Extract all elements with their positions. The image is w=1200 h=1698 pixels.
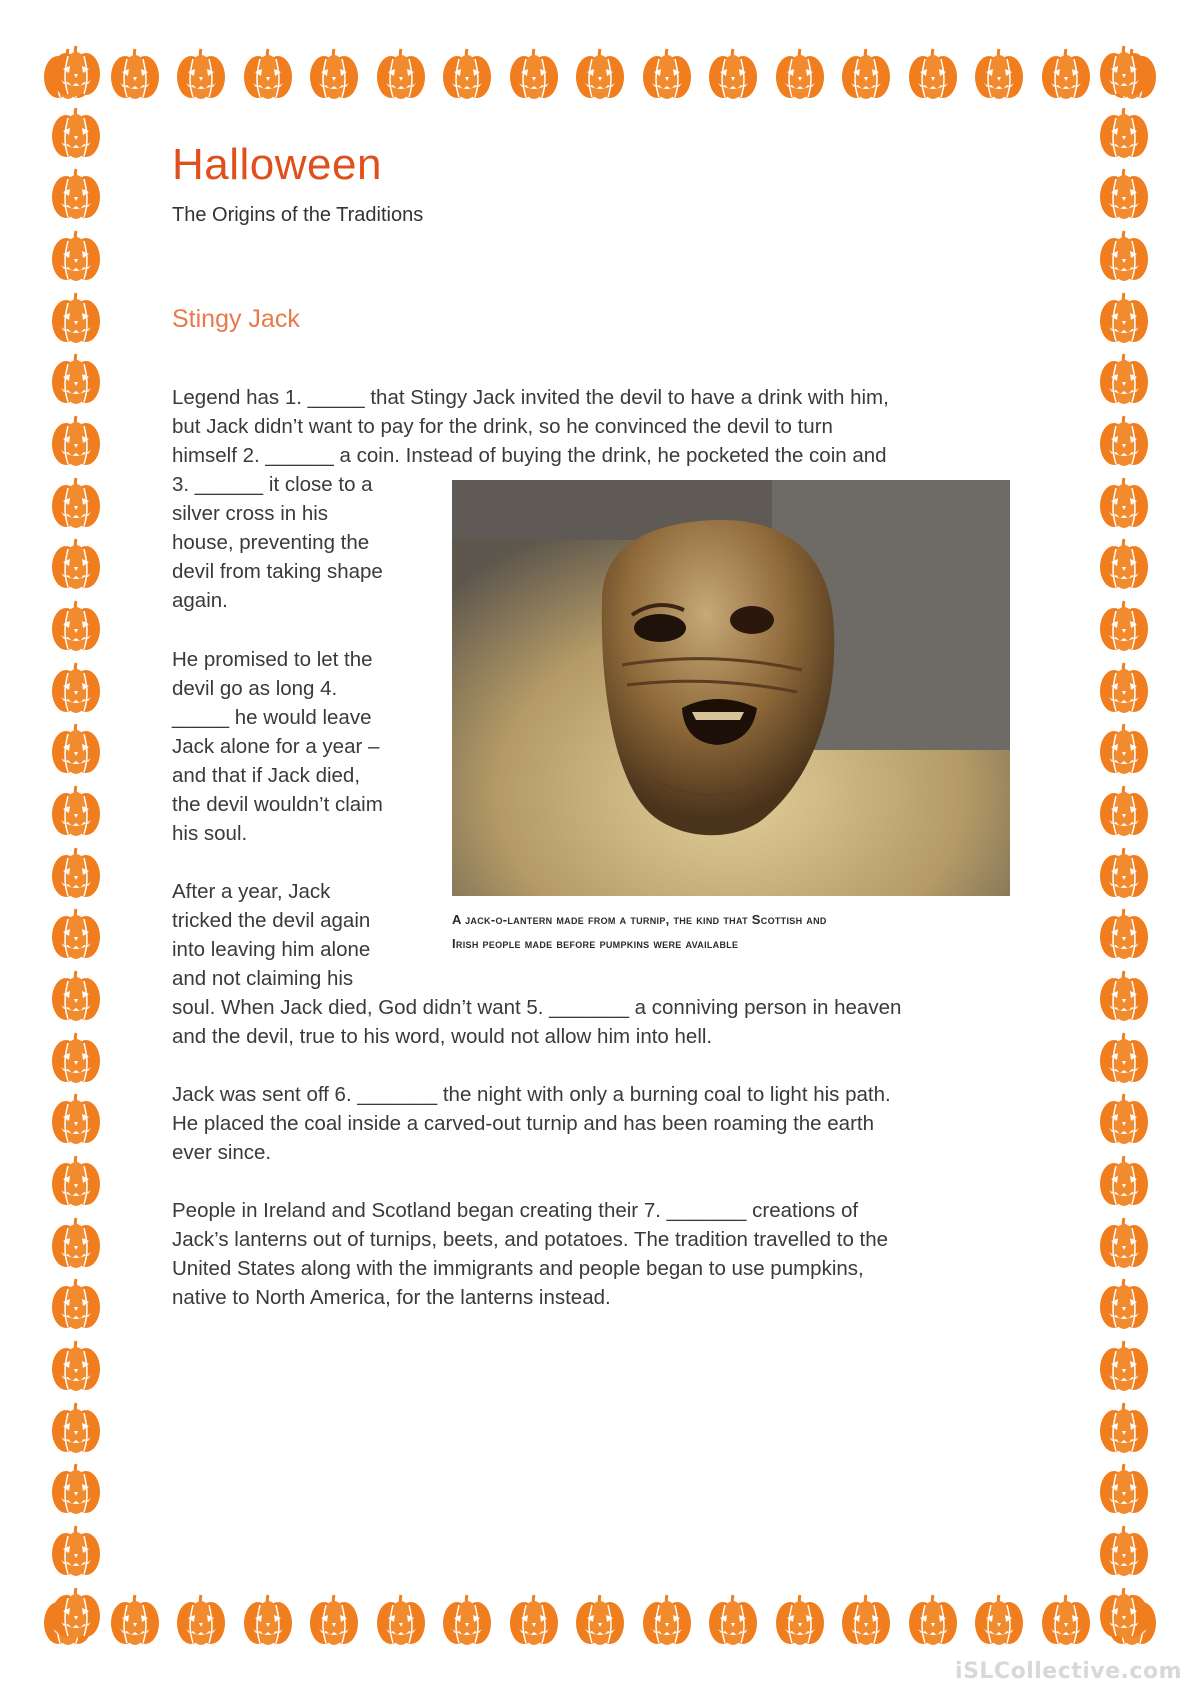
jack-o-lantern-icon <box>48 474 104 532</box>
jack-o-lantern-icon <box>1096 227 1152 285</box>
text-line: devil go as long 4. <box>172 677 338 700</box>
jack-o-lantern-icon <box>639 45 695 103</box>
jack-o-lantern-icon <box>48 227 104 285</box>
paragraph-3-column <box>172 877 442 993</box>
text-line: After a year, Jack <box>172 880 331 903</box>
border-left <box>46 42 106 1642</box>
jack-o-lantern-icon <box>1096 1029 1152 1087</box>
jack-o-lantern-icon <box>1096 1214 1152 1272</box>
jack-o-lantern-icon <box>572 45 628 103</box>
page-subtitle: The Origins of the Traditions <box>172 204 424 226</box>
text-line: Jack alone for a year – <box>172 735 380 758</box>
jack-o-lantern-icon <box>48 1275 104 1333</box>
jack-o-lantern-icon <box>1096 165 1152 223</box>
jack-o-lantern-icon <box>306 45 362 103</box>
jack-o-lantern-icon <box>48 659 104 717</box>
jack-o-lantern-icon <box>1096 1090 1152 1148</box>
jack-o-lantern-icon <box>240 1591 296 1649</box>
jack-o-lantern-icon <box>971 45 1027 103</box>
jack-o-lantern-icon <box>48 350 104 408</box>
jack-o-lantern-icon <box>48 905 104 963</box>
jack-o-lantern-icon <box>48 1522 104 1580</box>
text-line: house, preventing the <box>172 531 370 554</box>
figure <box>452 480 1010 956</box>
jack-o-lantern-icon <box>48 844 104 902</box>
section-title: Stingy Jack <box>172 305 300 333</box>
jack-o-lantern-icon <box>1096 967 1152 1025</box>
jack-o-lantern-icon <box>48 289 104 347</box>
jack-o-lantern-icon <box>1096 905 1152 963</box>
jack-o-lantern-icon <box>48 1152 104 1210</box>
border-bottom <box>40 1590 1160 1650</box>
jack-o-lantern-icon <box>1096 474 1152 532</box>
text-line: the devil wouldn’t claim <box>172 793 383 816</box>
paragraph-1-column <box>172 470 442 615</box>
jack-o-lantern-icon <box>48 1399 104 1457</box>
jack-o-lantern-icon <box>1096 104 1152 162</box>
jack-o-lantern-icon <box>48 967 104 1025</box>
paragraph-1-intro <box>172 383 1032 470</box>
jack-o-lantern-icon <box>1038 1591 1094 1649</box>
jack-o-lantern-icon <box>48 1584 104 1642</box>
text-line: He placed the coal inside a carved-out turnip and has been roaming the earth <box>172 1112 875 1135</box>
jack-o-lantern-icon <box>373 1591 429 1649</box>
text-line: United States along with the immigrants and people began to use pumpkins, <box>172 1257 864 1280</box>
jack-o-lantern-icon <box>1096 782 1152 840</box>
jack-o-lantern-icon <box>48 104 104 162</box>
text-line: _____ he would leave <box>172 706 372 729</box>
text-line: devil from taking shape <box>172 560 383 583</box>
jack-o-lantern-icon <box>48 720 104 778</box>
turnip-lantern-photo <box>452 480 1010 896</box>
text-line: and that if Jack died, <box>172 764 361 787</box>
text-line: but Jack didn’t want to pay for the drink, so he convinced the devil to turn <box>172 415 833 438</box>
page-title: Halloween <box>172 140 382 189</box>
jack-o-lantern-icon <box>48 535 104 593</box>
jack-o-lantern-icon <box>107 45 163 103</box>
jack-o-lantern-icon <box>173 45 229 103</box>
text-line: Legend has 1. _____ that Stingy Jack invited the devil to have a drink with him, <box>172 386 889 409</box>
jack-o-lantern-icon <box>639 1591 695 1649</box>
jack-o-lantern-icon <box>439 45 495 103</box>
jack-o-lantern-icon <box>48 1460 104 1518</box>
text-line: He promised to let the <box>172 648 373 671</box>
jack-o-lantern-icon <box>1096 412 1152 470</box>
jack-o-lantern-icon <box>1096 1399 1152 1457</box>
text-line: Jack was sent off 6. _______ the night with only a burning coal to light his path. <box>172 1083 891 1106</box>
jack-o-lantern-icon <box>705 45 761 103</box>
jack-o-lantern-icon <box>905 1591 961 1649</box>
jack-o-lantern-icon <box>107 1591 163 1649</box>
text-line: tricked the devil again <box>172 909 371 932</box>
jack-o-lantern-icon <box>306 1591 362 1649</box>
text-line: 3. ______ it close to a <box>172 473 373 496</box>
paragraph-5 <box>172 1196 1032 1312</box>
text-line: again. <box>172 589 228 612</box>
jack-o-lantern-icon <box>506 1591 562 1649</box>
jack-o-lantern-icon <box>48 1214 104 1272</box>
caption-line: Irish people made before pumpkins were available <box>452 936 739 951</box>
jack-o-lantern-icon <box>48 782 104 840</box>
text-line: ever since. <box>172 1141 272 1164</box>
jack-o-lantern-icon <box>1096 1460 1152 1518</box>
text-line: and the devil, true to his word, would not allow him into hell. <box>172 1025 713 1048</box>
jack-o-lantern-icon <box>1096 1522 1152 1580</box>
jack-o-lantern-icon <box>1096 1584 1152 1642</box>
jack-o-lantern-icon <box>1096 1337 1152 1395</box>
jack-o-lantern-icon <box>48 1090 104 1148</box>
figure-caption <box>452 908 1010 956</box>
watermark: iSLCollective.com <box>955 1659 1182 1684</box>
jack-o-lantern-icon <box>772 45 828 103</box>
jack-o-lantern-icon <box>48 1029 104 1087</box>
jack-o-lantern-icon <box>1096 42 1152 100</box>
jack-o-lantern-icon <box>439 1591 495 1649</box>
jack-o-lantern-icon <box>705 1591 761 1649</box>
text-line: native to North America, for the lanterns instead. <box>172 1286 611 1309</box>
jack-o-lantern-icon <box>971 1591 1027 1649</box>
text-line: into leaving him alone <box>172 938 371 961</box>
jack-o-lantern-icon <box>1096 597 1152 655</box>
jack-o-lantern-icon <box>1096 659 1152 717</box>
jack-o-lantern-icon <box>48 597 104 655</box>
text-line: Jack’s lanterns out of turnips, beets, and potatoes. The tradition travelled to the <box>172 1228 889 1251</box>
paragraph-3-continued <box>172 993 1032 1051</box>
jack-o-lantern-icon <box>1096 535 1152 593</box>
jack-o-lantern-icon <box>572 1591 628 1649</box>
jack-o-lantern-icon <box>1038 45 1094 103</box>
jack-o-lantern-icon <box>48 412 104 470</box>
jack-o-lantern-icon <box>1096 289 1152 347</box>
jack-o-lantern-icon <box>506 45 562 103</box>
jack-o-lantern-icon <box>1096 1275 1152 1333</box>
jack-o-lantern-icon <box>1096 1152 1152 1210</box>
jack-o-lantern-icon <box>1096 350 1152 408</box>
text-line: silver cross in his <box>172 502 329 525</box>
jack-o-lantern-icon <box>373 45 429 103</box>
text-line: and not claiming his <box>172 967 354 990</box>
jack-o-lantern-icon <box>1096 720 1152 778</box>
jack-o-lantern-icon <box>173 1591 229 1649</box>
border-top <box>40 44 1160 104</box>
jack-o-lantern-icon <box>240 45 296 103</box>
jack-o-lantern-icon <box>48 42 104 100</box>
jack-o-lantern-icon <box>772 1591 828 1649</box>
paragraph-4 <box>172 1080 1032 1167</box>
paragraph-2-column <box>172 645 442 848</box>
text-line: soul. When Jack died, God didn’t want 5. _______ a conniving person in heaven <box>172 996 902 1019</box>
border-right <box>1094 42 1154 1642</box>
jack-o-lantern-icon <box>838 1591 894 1649</box>
worksheet-header <box>172 140 1032 334</box>
jack-o-lantern-icon <box>838 45 894 103</box>
jack-o-lantern-icon <box>1096 844 1152 902</box>
jack-o-lantern-icon <box>48 165 104 223</box>
text-line: People in Ireland and Scotland began creating their 7. _______ creations of <box>172 1199 859 1222</box>
text-line: himself 2. ______ a coin. Instead of buying the drink, he pocketed the coin and <box>172 444 887 467</box>
text-line: his soul. <box>172 822 248 845</box>
jack-o-lantern-icon <box>905 45 961 103</box>
jack-o-lantern-icon <box>48 1337 104 1395</box>
caption-line: A jack-o-lantern made from a turnip, the kind that Scottish and <box>452 912 827 927</box>
